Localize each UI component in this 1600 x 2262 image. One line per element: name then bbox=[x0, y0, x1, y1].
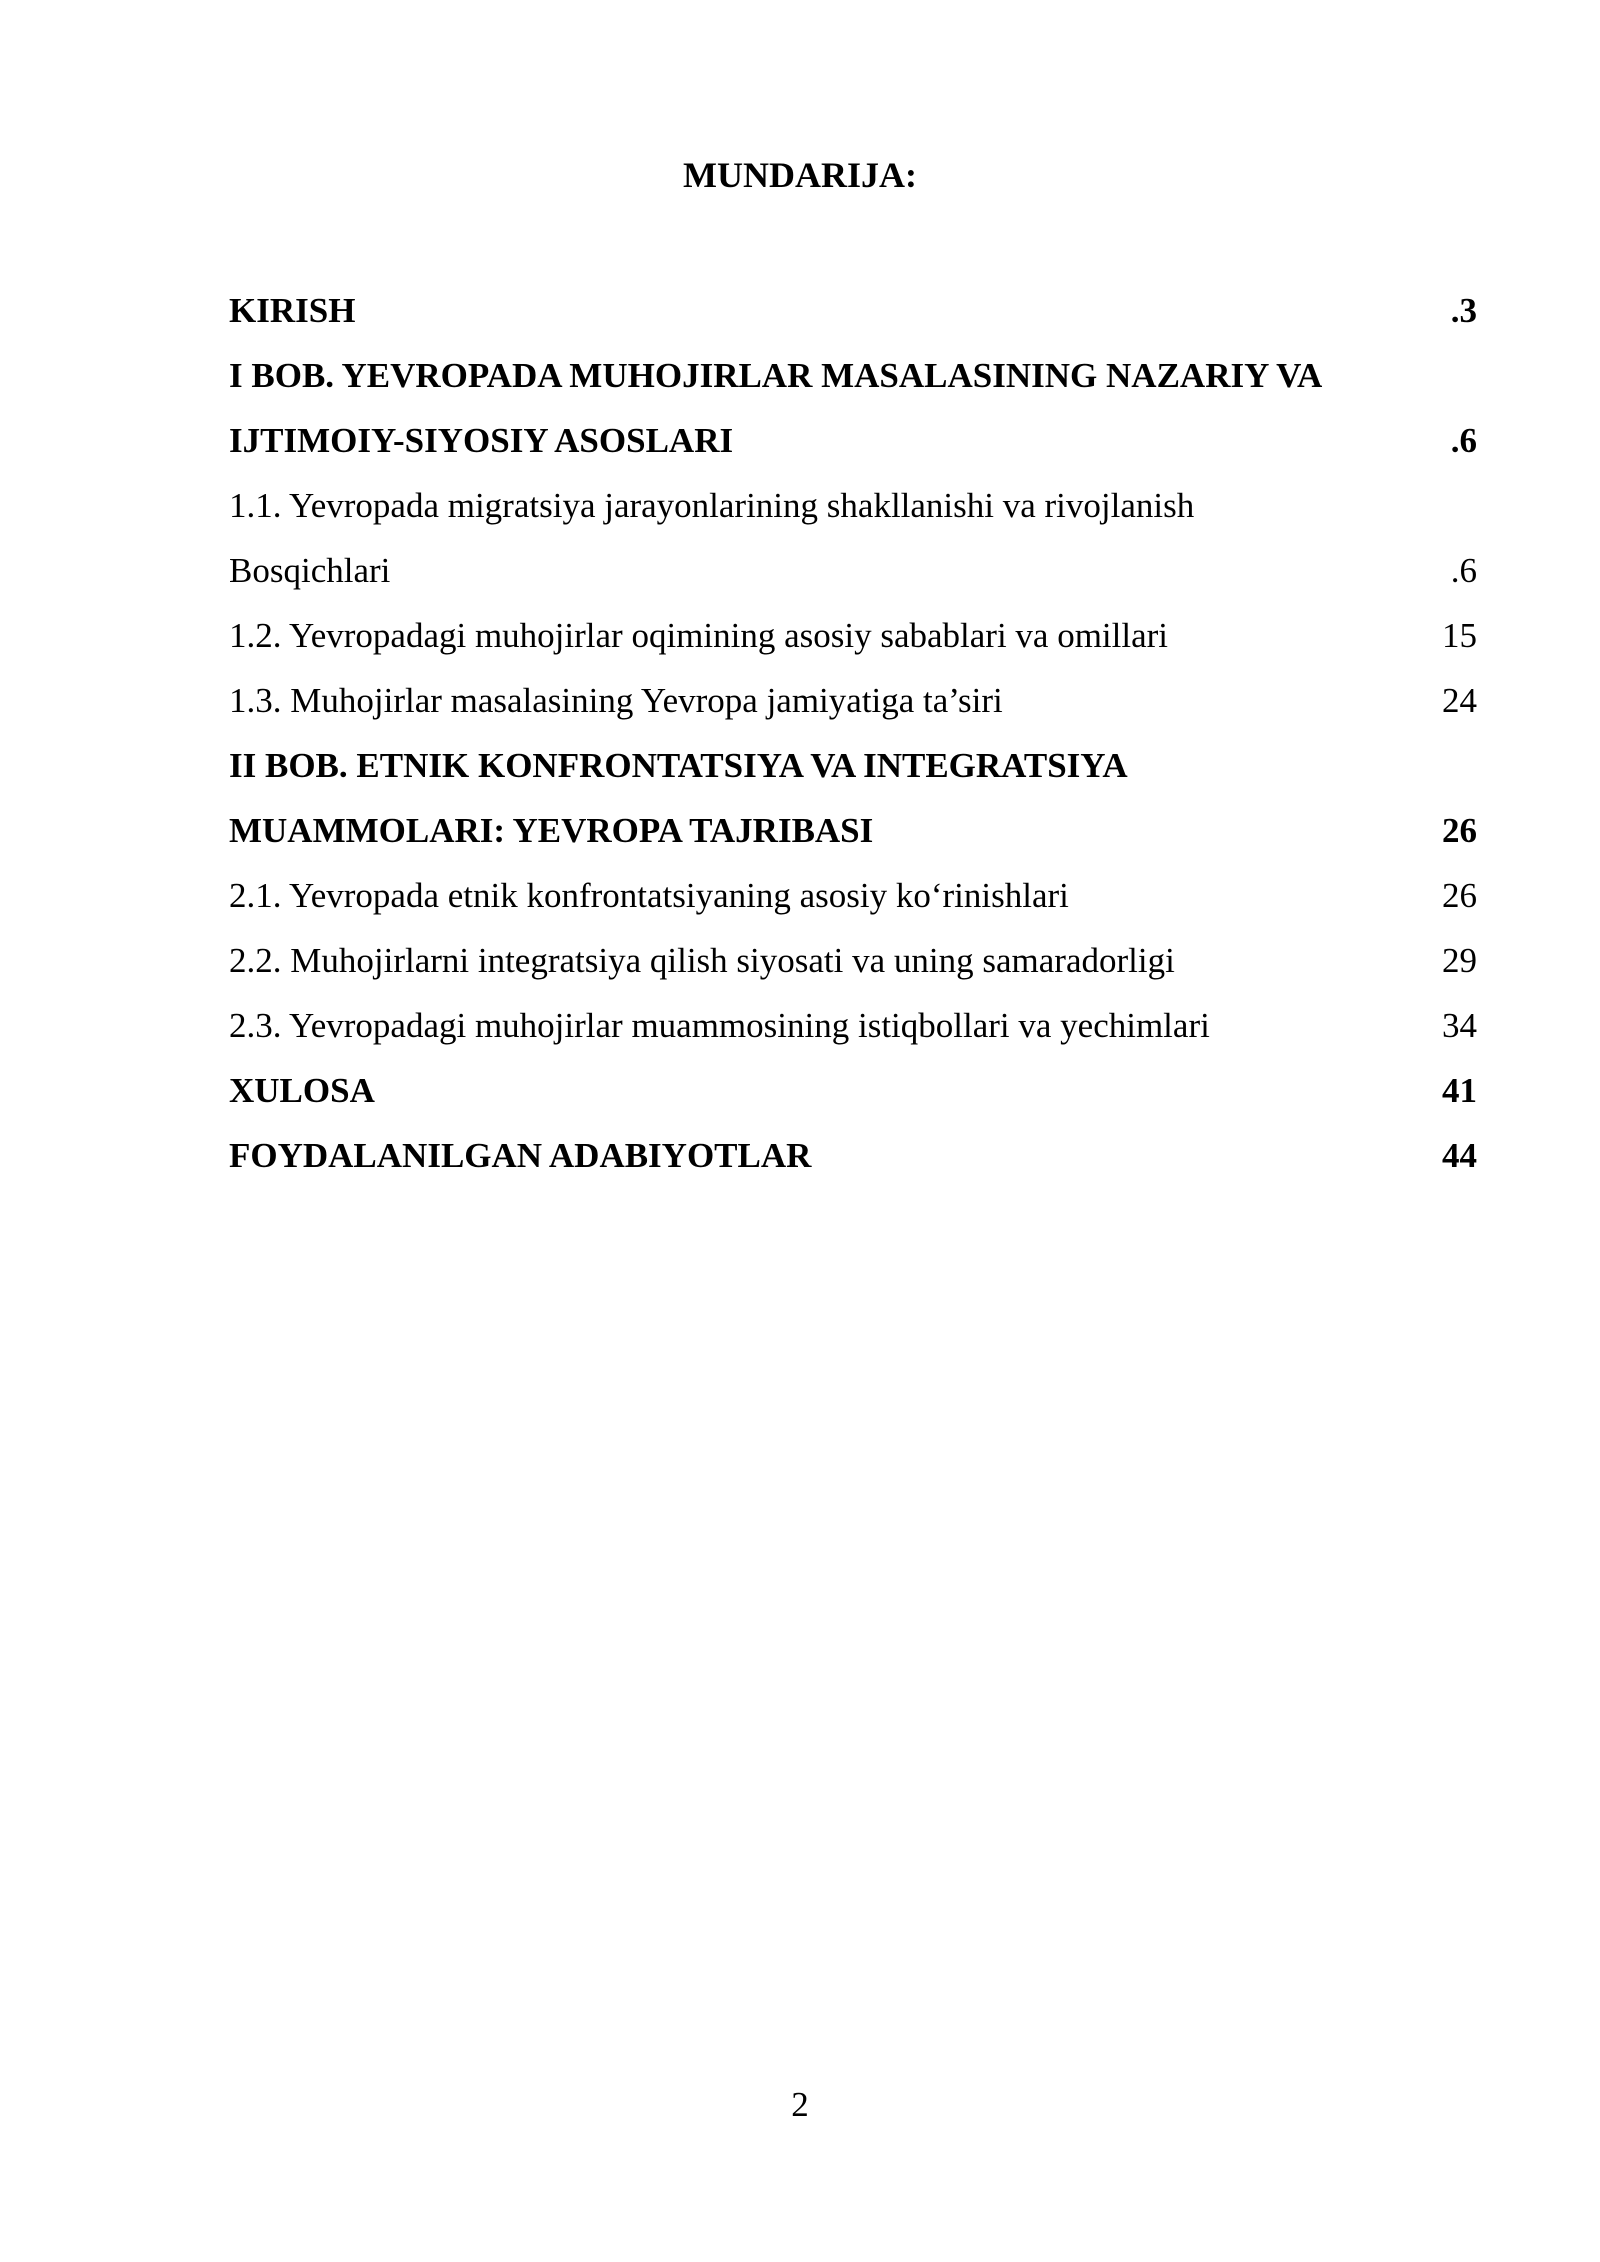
toc-entry-page: 41 bbox=[1442, 1071, 1477, 1110]
toc-entry-title: 1.3. Muhojirlar masalasining Yevropa jamiyatiga ta’siri bbox=[229, 681, 1003, 720]
toc-entry bbox=[229, 863, 1477, 928]
toc-entry bbox=[229, 798, 1477, 863]
toc-entry-page: 24 bbox=[1442, 681, 1477, 720]
toc-entry-title: 2.1. Yevropada etnik konfrontatsiyaning asosiy ko‘rinishlari bbox=[229, 876, 1069, 915]
toc-entry bbox=[229, 668, 1477, 733]
toc-entry-title: KIRISH bbox=[229, 291, 356, 330]
toc-entry-page: .6 bbox=[1450, 421, 1477, 460]
toc-entry-title: MUAMMOLARI: YEVROPA TAJRIBASI bbox=[229, 811, 874, 850]
toc-entry-title: 2.3. Yevropadagi muhojirlar muammosining istiqbollari va yechimlari bbox=[229, 1006, 1210, 1045]
toc-entry-title: II BOB. ETNIK KONFRONTATSIYA VA INTEGRATSIYA bbox=[229, 746, 1128, 785]
toc-entry-title: 1.2. Yevropadagi muhojirlar oqimining asosiy sabablari va omillari bbox=[229, 616, 1169, 655]
toc-entry bbox=[229, 408, 1477, 473]
toc-heading: MUNDARIJA: bbox=[683, 155, 917, 195]
toc-entry-page: .3 bbox=[1450, 291, 1477, 330]
toc-entry-title: 2.2. Muhojirlarni integratsiya qilish siyosati va uning samaradorligi bbox=[229, 941, 1175, 980]
toc-entry-page: 26 bbox=[1442, 876, 1477, 915]
toc-entry-page: 34 bbox=[1442, 1006, 1477, 1045]
toc-entry bbox=[229, 993, 1477, 1058]
toc-entry-title: XULOSA bbox=[229, 1071, 375, 1110]
toc-entry-page: .6 bbox=[1450, 551, 1477, 590]
toc-entry bbox=[229, 473, 1477, 538]
toc-entry-page: 44 bbox=[1442, 1136, 1477, 1175]
toc-entry bbox=[229, 1058, 1477, 1123]
toc-entry bbox=[229, 343, 1477, 408]
toc-entry-page: 29 bbox=[1442, 941, 1477, 980]
toc-entry bbox=[229, 603, 1477, 668]
table-of-contents bbox=[229, 278, 1477, 1188]
toc-entry-title: I BOB. YEVROPADA MUHOJIRLAR MASALASINING NAZARIY VA bbox=[229, 356, 1323, 395]
toc-entry-title: Bosqichlari bbox=[229, 551, 391, 590]
toc-entry-title: IJTIMOIY-SIYOSIY ASOSLARI bbox=[229, 421, 734, 460]
toc-entry bbox=[229, 733, 1477, 798]
toc-entry bbox=[229, 928, 1477, 993]
toc-entry-title: 1.1. Yevropada migratsiya jarayonlarining shakllanishi va rivojlanish bbox=[229, 486, 1195, 525]
toc-entry-page: 15 bbox=[1442, 616, 1477, 655]
page-number: 2 bbox=[791, 2085, 809, 2124]
toc-entry-page: 26 bbox=[1442, 811, 1477, 850]
toc-entry bbox=[229, 538, 1477, 603]
toc-entry-title: FOYDALANILGAN ADABIYOTLAR bbox=[229, 1136, 812, 1175]
toc-entry bbox=[229, 278, 1477, 343]
toc-entry bbox=[229, 1123, 1477, 1188]
